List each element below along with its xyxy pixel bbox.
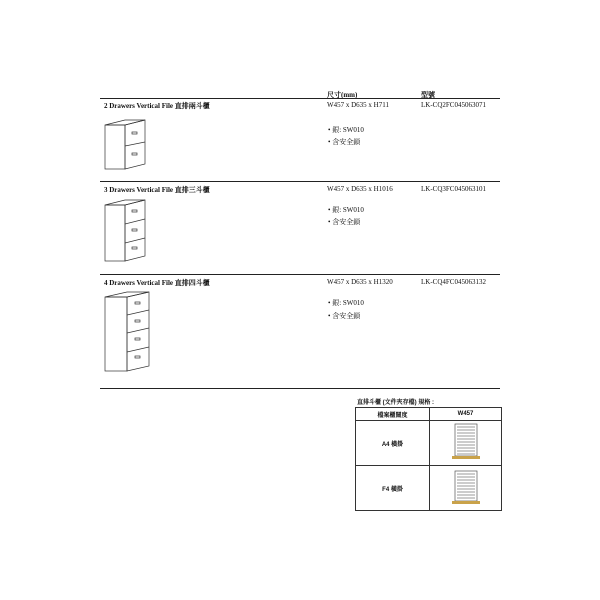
- f4-folders-icon: [449, 467, 483, 507]
- header-divider: [100, 98, 500, 99]
- product-model-code: LK-CQ3FC045063101: [421, 185, 486, 193]
- model-column-header: 型號: [421, 91, 435, 99]
- a4-folders-icon: [449, 422, 483, 462]
- spec-lock: • 含安全鎖: [328, 138, 361, 146]
- table-row-image: [430, 466, 502, 511]
- table-row: [356, 466, 502, 511]
- filing-table-caption: 直排斗櫃 (文件夾存檔) 規格 :: [357, 400, 434, 406]
- three-drawer-cabinet-icon: [103, 199, 147, 263]
- product-title: 3 Drawers Vertical File 直排三斗櫃: [104, 186, 210, 194]
- size-column-header: 尺寸(mm): [327, 91, 358, 99]
- row-divider: [100, 274, 500, 275]
- table-row-label: A4 橫掛: [356, 421, 430, 466]
- row-divider: [100, 181, 500, 182]
- two-drawer-cabinet-icon: [103, 119, 147, 171]
- four-drawer-cabinet-icon: [103, 291, 151, 373]
- table-header-row: [356, 408, 502, 421]
- spec-color: • 銀: SW010: [328, 299, 364, 307]
- row-divider: [100, 388, 500, 389]
- product-dimensions: W457 x D635 x H1320: [327, 278, 393, 286]
- table-row-image: [430, 421, 502, 466]
- product-title: 4 Drawers Vertical File 直排四斗櫃: [104, 279, 210, 287]
- table-row-label: F4 橫掛: [356, 466, 430, 511]
- table-row: [356, 421, 502, 466]
- product-model-code: LK-CQ4FC045063132: [421, 278, 486, 286]
- product-dimensions: W457 x D635 x H711: [327, 101, 389, 109]
- table-header-width: 檔案櫃闊度: [356, 408, 430, 421]
- product-dimensions: W457 x D635 x H1016: [327, 185, 393, 193]
- product-model-code: LK-CQ2FC045063071: [421, 101, 486, 109]
- filing-spec-table: [355, 407, 502, 511]
- spec-lock: • 含安全鎖: [328, 218, 361, 226]
- spec-color: • 銀: SW010: [328, 126, 364, 134]
- product-title: 2 Drawers Vertical File 直排兩斗櫃: [104, 102, 210, 110]
- spec-color: • 銀: SW010: [328, 206, 364, 214]
- table-header-w457: W457: [430, 408, 502, 421]
- spec-lock: • 含安全鎖: [328, 312, 361, 320]
